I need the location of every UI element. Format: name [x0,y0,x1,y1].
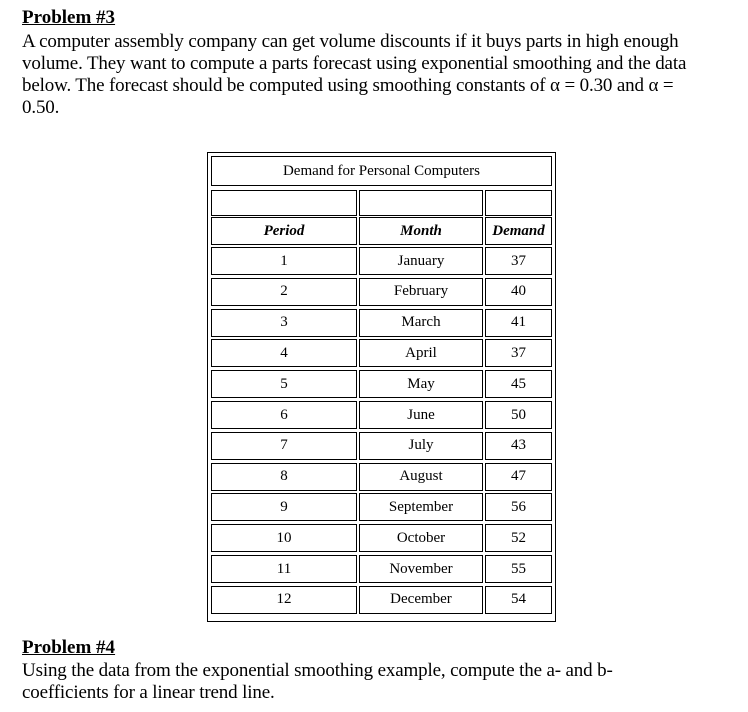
table-cell-demand: 56 [485,493,552,521]
table-cell-period: 8 [211,463,357,491]
table-cell-demand: 37 [485,247,552,275]
table-cell-demand: 54 [485,586,552,614]
table-cell-period: 9 [211,493,357,521]
header-demand: Demand [485,217,552,245]
demand-table [207,152,556,622]
table-cell-period: 7 [211,432,357,460]
table-cell-period: 5 [211,370,357,398]
table-cell-month: July [359,432,483,460]
table-cell-period: 4 [211,339,357,367]
table-cell-demand: 45 [485,370,552,398]
header-month: Month [359,217,483,245]
table-cell-month: January [359,247,483,275]
table-cell-demand: 50 [485,401,552,429]
problem3-line: A computer assembly company can get volume discounts if it buys parts in high enough [22,31,679,52]
table-cell-month: May [359,370,483,398]
table-cell-month: October [359,524,483,552]
table-cell-month: March [359,309,483,337]
table-cell-month: February [359,278,483,306]
problem3-line: 0.50. [22,97,60,118]
table-cell-month: June [359,401,483,429]
table-cell-month: November [359,555,483,583]
table-cell-period: 3 [211,309,357,337]
problem4-heading: Problem #4 [22,637,116,658]
table-cell-demand: 40 [485,278,552,306]
table-cell-demand: 47 [485,463,552,491]
table-cell-period: 12 [211,586,357,614]
table-cell-demand: 41 [485,309,552,337]
table-cell-period: 11 [211,555,357,583]
table-cell-period: 1 [211,247,357,275]
blank-cell [211,190,357,216]
table-cell-period: 6 [211,401,357,429]
table-cell-period: 10 [211,524,357,552]
table-cell-month: August [359,463,483,491]
problem4-text [22,660,742,704]
table-title: Demand for Personal Computers [211,156,552,186]
table-cell-period: 2 [211,278,357,306]
problem4-line: Using the data from the exponential smoothing example, compute the a- and b- [22,660,613,681]
table-cell-demand: 37 [485,339,552,367]
table-cell-month: April [359,339,483,367]
table-cell-month: September [359,493,483,521]
problem3-line: volume. They want to compute a parts forecast using exponential smoothing and the data [22,53,687,74]
table-cell-month: December [359,586,483,614]
table-cell-demand: 55 [485,555,552,583]
table-cell-demand: 43 [485,432,552,460]
table-cell-demand: 52 [485,524,552,552]
blank-cell [485,190,552,216]
problem3-heading: Problem #3 [22,7,116,28]
problem3-text [22,31,742,119]
header-period: Period [211,217,357,245]
problem4-line: coefficients for a linear trend line. [22,682,275,703]
blank-cell [359,190,483,216]
problem3-line: below. The forecast should be computed using smoothing constants of α = 0.30 and α = [22,75,674,96]
